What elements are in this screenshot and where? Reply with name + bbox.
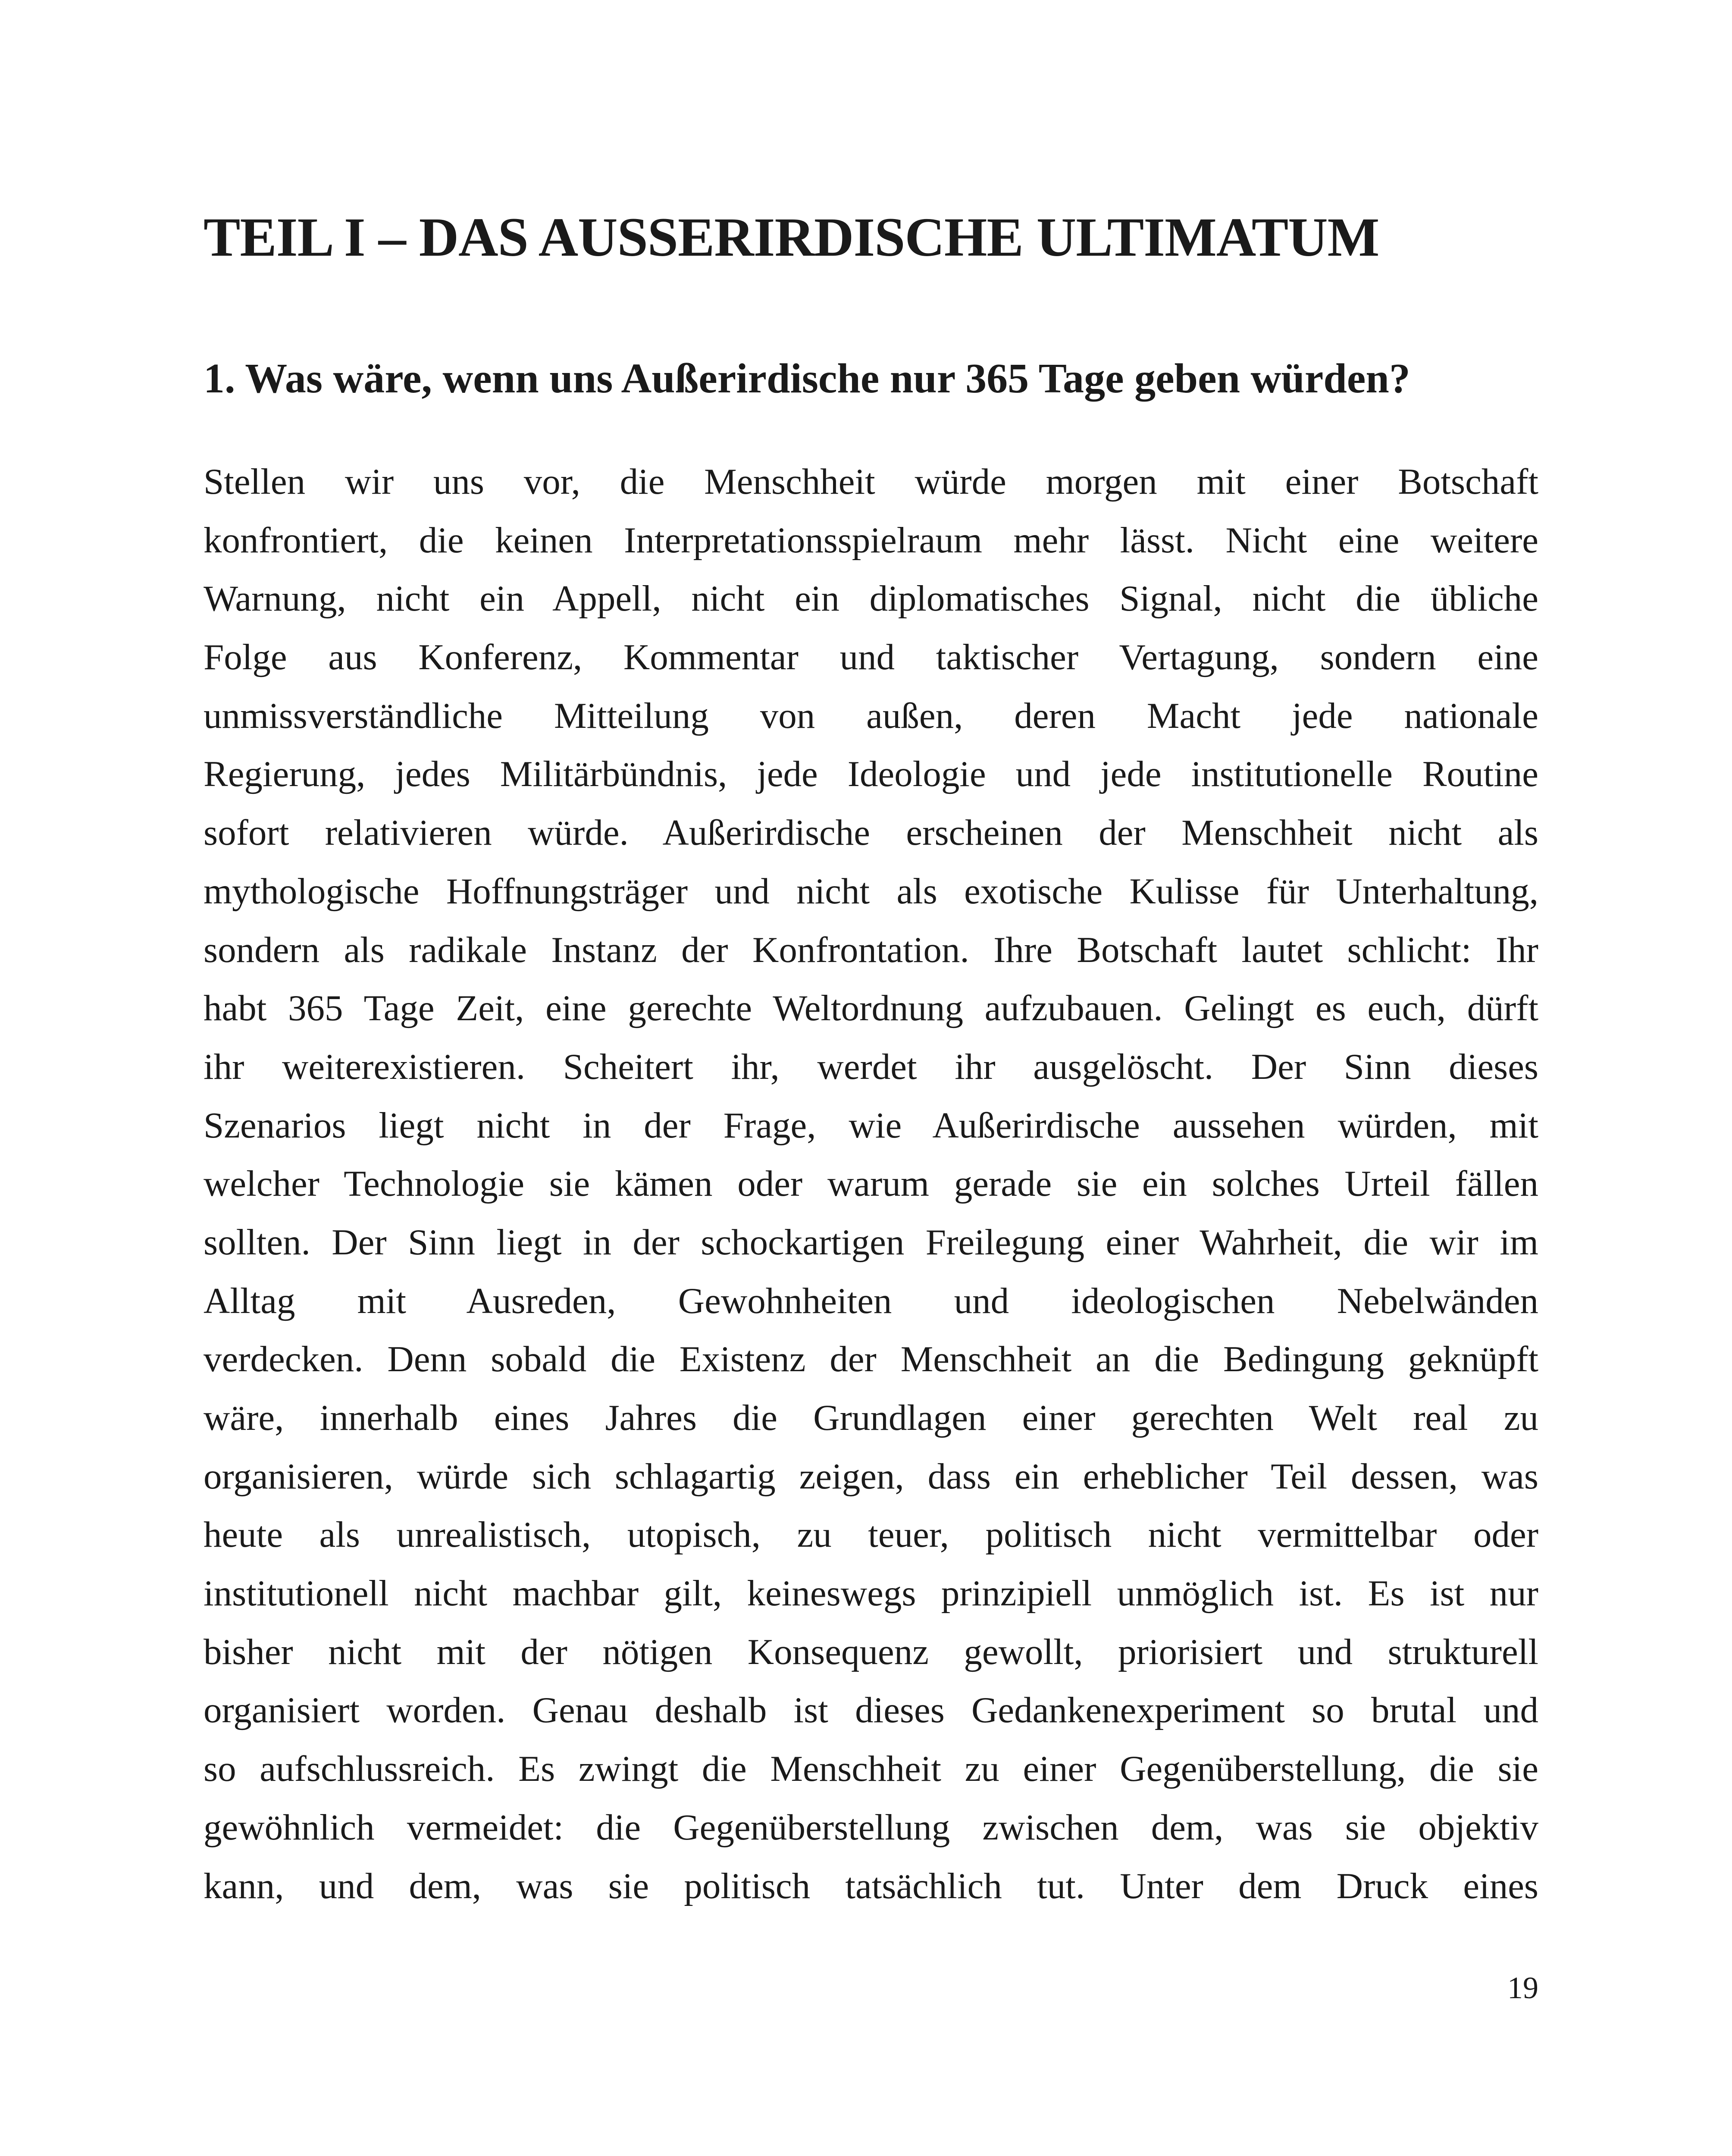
- text-line: ihr weiterexistieren. Scheitert ihr, werdet ihr ausgelöscht. Der Sinn dieses: [204, 1046, 1538, 1087]
- text-line: Stellen wir uns vor, die Menschheit würde morgen mit einer Botschaft: [204, 461, 1538, 502]
- text-line: kann, und dem, was sie politisch tatsächlich tut. Unter dem Druck eines: [204, 1865, 1538, 1906]
- part-title: TEIL I – DAS AUSSERIRDISCHE ULTIMATUM: [204, 207, 1379, 268]
- page-number: 19: [1507, 1971, 1538, 2005]
- text-line: Warnung, nicht ein Appell, nicht ein diplomatisches Signal, nicht die übliche: [204, 578, 1538, 619]
- text-line: sofort relativieren würde. Außerirdische erscheinen der Menschheit nicht als: [204, 812, 1538, 853]
- text-line: konfrontiert, die keinen Interpretationsspielraum mehr lässt. Nicht eine weitere: [204, 520, 1538, 561]
- text-line: gewöhnlich vermeidet: die Gegenüberstellung zwischen dem, was sie objektiv: [204, 1807, 1538, 1848]
- text-line: Regierung, jedes Militärbündnis, jede Ideologie und jede institutionelle Routine: [204, 754, 1538, 795]
- text-line: habt 365 Tage Zeit, eine gerechte Weltordnung aufzubauen. Gelingt es euch, dürft: [204, 988, 1538, 1029]
- text-line: Alltag mit Ausreden, Gewohnheiten und ideologischen Nebelwänden: [204, 1280, 1538, 1321]
- text-line: sollten. Der Sinn liegt in der schockartigen Freilegung einer Wahrheit, die wir im: [204, 1222, 1538, 1263]
- text-line: unmissverständliche Mitteilung von außen, deren Macht jede nationale: [204, 695, 1538, 736]
- text-line: wäre, innerhalb eines Jahres die Grundlagen einer gerechten Welt real zu: [204, 1398, 1538, 1438]
- text-line: mythologische Hoffnungsträger und nicht als exotische Kulisse für Unterhaltung,: [204, 871, 1538, 912]
- text-line: Szenarios liegt nicht in der Frage, wie Außerirdische aussehen würden, mit: [204, 1105, 1538, 1146]
- text-line: verdecken. Denn sobald die Existenz der Menschheit an die Bedingung geknüpft: [204, 1339, 1538, 1380]
- body-paragraph: [204, 453, 1538, 1915]
- text-line: organisieren, würde sich schlagartig zeigen, dass ein erheblicher Teil dessen, was: [204, 1456, 1538, 1497]
- text-line: organisiert worden. Genau deshalb ist dieses Gedankenexperiment so brutal und: [204, 1690, 1538, 1731]
- text-line: welcher Technologie sie kämen oder warum gerade sie ein solches Urteil fällen: [204, 1163, 1538, 1204]
- chapter-title: 1. Was wäre, wenn uns Außerirdische nur 365 Tage geben würden?: [204, 355, 1410, 402]
- text-line: institutionell nicht machbar gilt, keineswegs prinzipiell unmöglich ist. Es ist nur: [204, 1573, 1538, 1614]
- text-line: heute als unrealistisch, utopisch, zu teuer, politisch nicht vermittelbar oder: [204, 1514, 1538, 1555]
- text-line: Folge aus Konferenz, Kommentar und taktischer Vertagung, sondern eine: [204, 637, 1538, 678]
- text-line: so aufschlussreich. Es zwingt die Menschheit zu einer Gegenüberstellung, die sie: [204, 1749, 1538, 1789]
- text-line: bisher nicht mit der nötigen Konsequenz gewollt, priorisiert und strukturell: [204, 1631, 1538, 1672]
- text-line: sondern als radikale Instanz der Konfrontation. Ihre Botschaft lautet schlicht: Ihr: [204, 929, 1538, 970]
